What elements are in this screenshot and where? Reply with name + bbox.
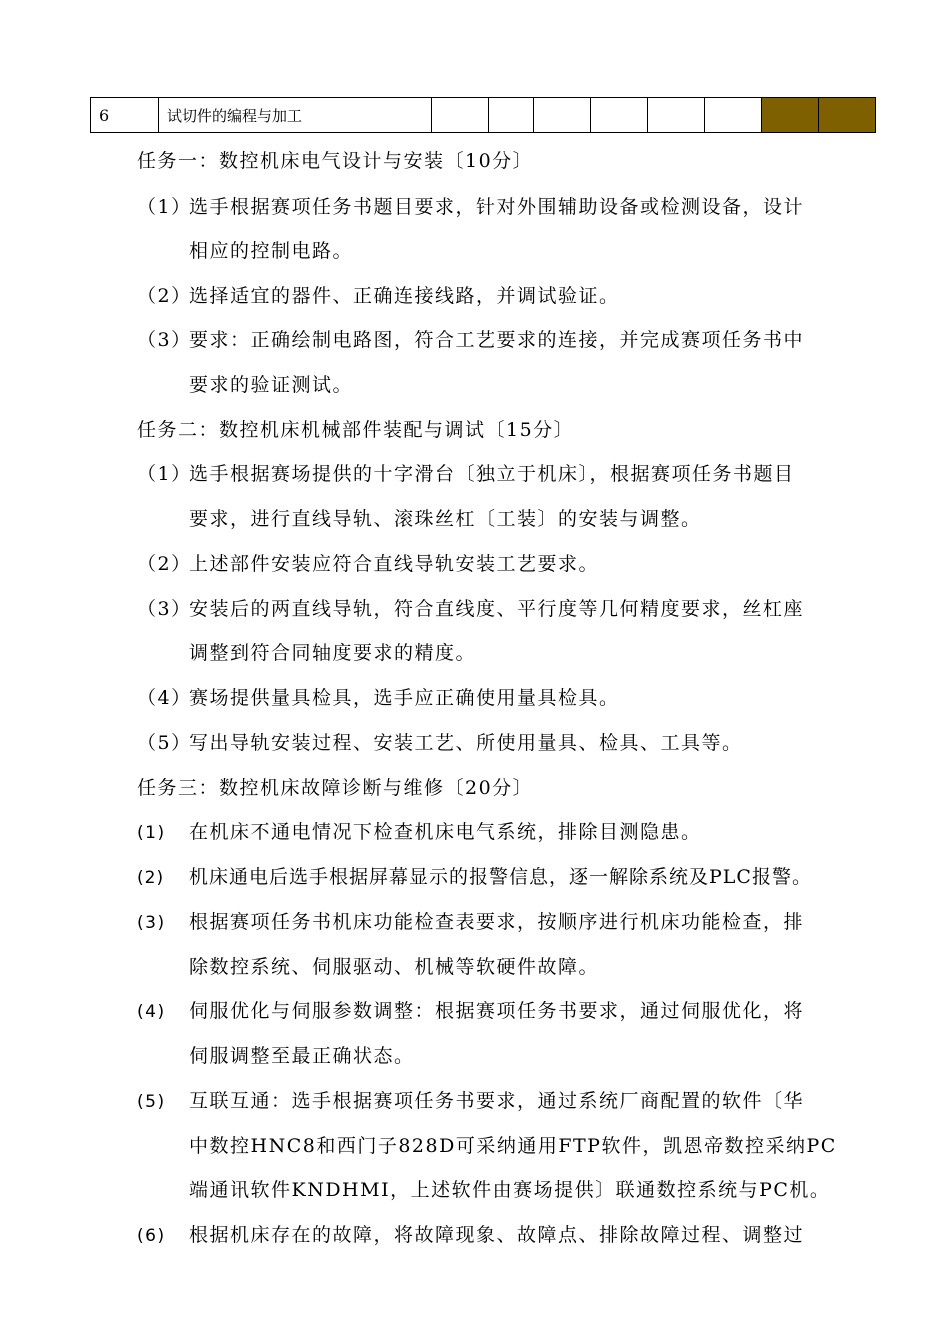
- item-text: 安装后的两直线导轨，符合直线度、平行度等几何精度要求，丝杠座: [189, 598, 805, 620]
- task3-item-4-cont: 伺服调整至最正确状态。: [189, 1045, 415, 1067]
- table-row: [91, 98, 876, 133]
- item-marker: （1）: [137, 463, 192, 485]
- item-text: 机床通电后选手根据屏幕显示的报警信息，逐一解除系统及PLC报警。: [189, 866, 812, 888]
- task1-item-3: [137, 326, 804, 354]
- item-text: 写出导轨安装过程、安装工艺、所使用量具、检具、工具等。: [189, 732, 743, 754]
- item-marker: （2）: [137, 285, 192, 307]
- shaded-cell: [819, 98, 876, 133]
- item-text: 赛场提供量具检具，选手应正确使用量具检具。: [189, 687, 620, 709]
- task3-item-3-cont: 除数控系统、伺服驱动、机械等软硬件故障。: [189, 956, 600, 978]
- task3-item-3: [137, 908, 804, 937]
- task2-item-1-cont: 要求，进行直线导轨、滚珠丝杠〔工装〕的安装与调整。: [189, 508, 702, 530]
- task2-item-4: [137, 684, 620, 712]
- item-marker: （5）: [137, 732, 192, 754]
- table-cell: [705, 98, 762, 133]
- item-marker: (4): [137, 1002, 166, 1022]
- task3-heading: 任务三：数控机床故障诊断与维修〔20分〕: [137, 777, 534, 799]
- task2-item-3: [137, 595, 804, 623]
- score-table: [90, 97, 876, 133]
- shaded-cell: [762, 98, 819, 133]
- task2-item-3-cont: 调整到符合同轴度要求的精度。: [189, 642, 477, 664]
- task1-item-3-cont: 要求的验证测试。: [189, 374, 354, 396]
- item-text: 上述部件安装应符合直线导轨安装工艺要求。: [189, 553, 600, 575]
- item-text: 要求：正确绘制电路图，符合工艺要求的连接，并完成赛项任务书中: [189, 329, 805, 351]
- item-text: 选手根据赛项任务书题目要求，针对外围辅助设备或检测设备，设计: [189, 196, 805, 218]
- table-cell: [534, 98, 591, 133]
- task2-heading: 任务二：数控机床机械部件装配与调试〔15分〕: [137, 419, 575, 441]
- item-marker: （4）: [137, 687, 192, 709]
- item-marker: （3）: [137, 329, 192, 351]
- task2-item-5: [137, 729, 743, 757]
- task3-item-5: [137, 1087, 804, 1116]
- item-text: 选手根据赛场提供的十字滑台〔独立于机床〕，根据赛项任务书题目: [189, 463, 795, 485]
- item-text: 在机床不通电情况下检查机床电气系统，排除目测隐患。: [189, 821, 702, 843]
- task1-heading: 任务一：数控机床电气设计与安装〔10分〕: [137, 150, 534, 172]
- item-marker: (3): [137, 913, 166, 933]
- table-cell: [432, 98, 489, 133]
- task3-item-4: [137, 997, 804, 1026]
- item-marker: (6): [137, 1226, 166, 1246]
- task1-item-1: [137, 193, 804, 221]
- item-text: 根据机床存在的故障，将故障现象、故障点、排除故障过程、调整过: [189, 1224, 805, 1246]
- task2-item-1: [137, 460, 795, 488]
- task1-item-1-cont: 相应的控制电路。: [189, 240, 354, 262]
- task3-item-2: [137, 863, 812, 892]
- item-text: 选择适宜的器件、正确连接线路，并调试验证。: [189, 285, 620, 307]
- item-marker: (5): [137, 1092, 166, 1112]
- task3-item-1: [137, 818, 702, 847]
- row-number: 6: [91, 98, 159, 133]
- table-cell: [648, 98, 705, 133]
- task2-item-2: [137, 550, 599, 578]
- task3-item-5-cont: 中数控HNC8和西门子828D可采纳通用FTP软件，凯恩帝数控采纳PC: [189, 1135, 837, 1157]
- item-marker: (2): [137, 868, 165, 888]
- task3-item-6: [137, 1221, 804, 1250]
- item-marker: （3）: [137, 598, 192, 620]
- item-text: 伺服优化与伺服参数调整：根据赛项任务书要求，通过伺服优化，将: [189, 1000, 805, 1022]
- table-cell: [591, 98, 648, 133]
- row-title: 试切件的编程与加工: [159, 98, 432, 133]
- item-marker: (1): [137, 823, 166, 843]
- item-text: 根据赛项任务书机床功能检查表要求，按顺序进行机床功能检查，排: [189, 911, 805, 933]
- item-marker: （2）: [137, 553, 192, 575]
- item-marker: （1）: [137, 196, 192, 218]
- table-cell: [489, 98, 534, 133]
- item-text: 互联互通：选手根据赛项任务书要求，通过系统厂商配置的软件〔华: [189, 1090, 805, 1112]
- task1-item-2: [137, 282, 620, 310]
- task3-item-5-cont: 端通讯软件KNDHMI，上述软件由赛场提供〕联通数控系统与PC机。: [189, 1179, 831, 1201]
